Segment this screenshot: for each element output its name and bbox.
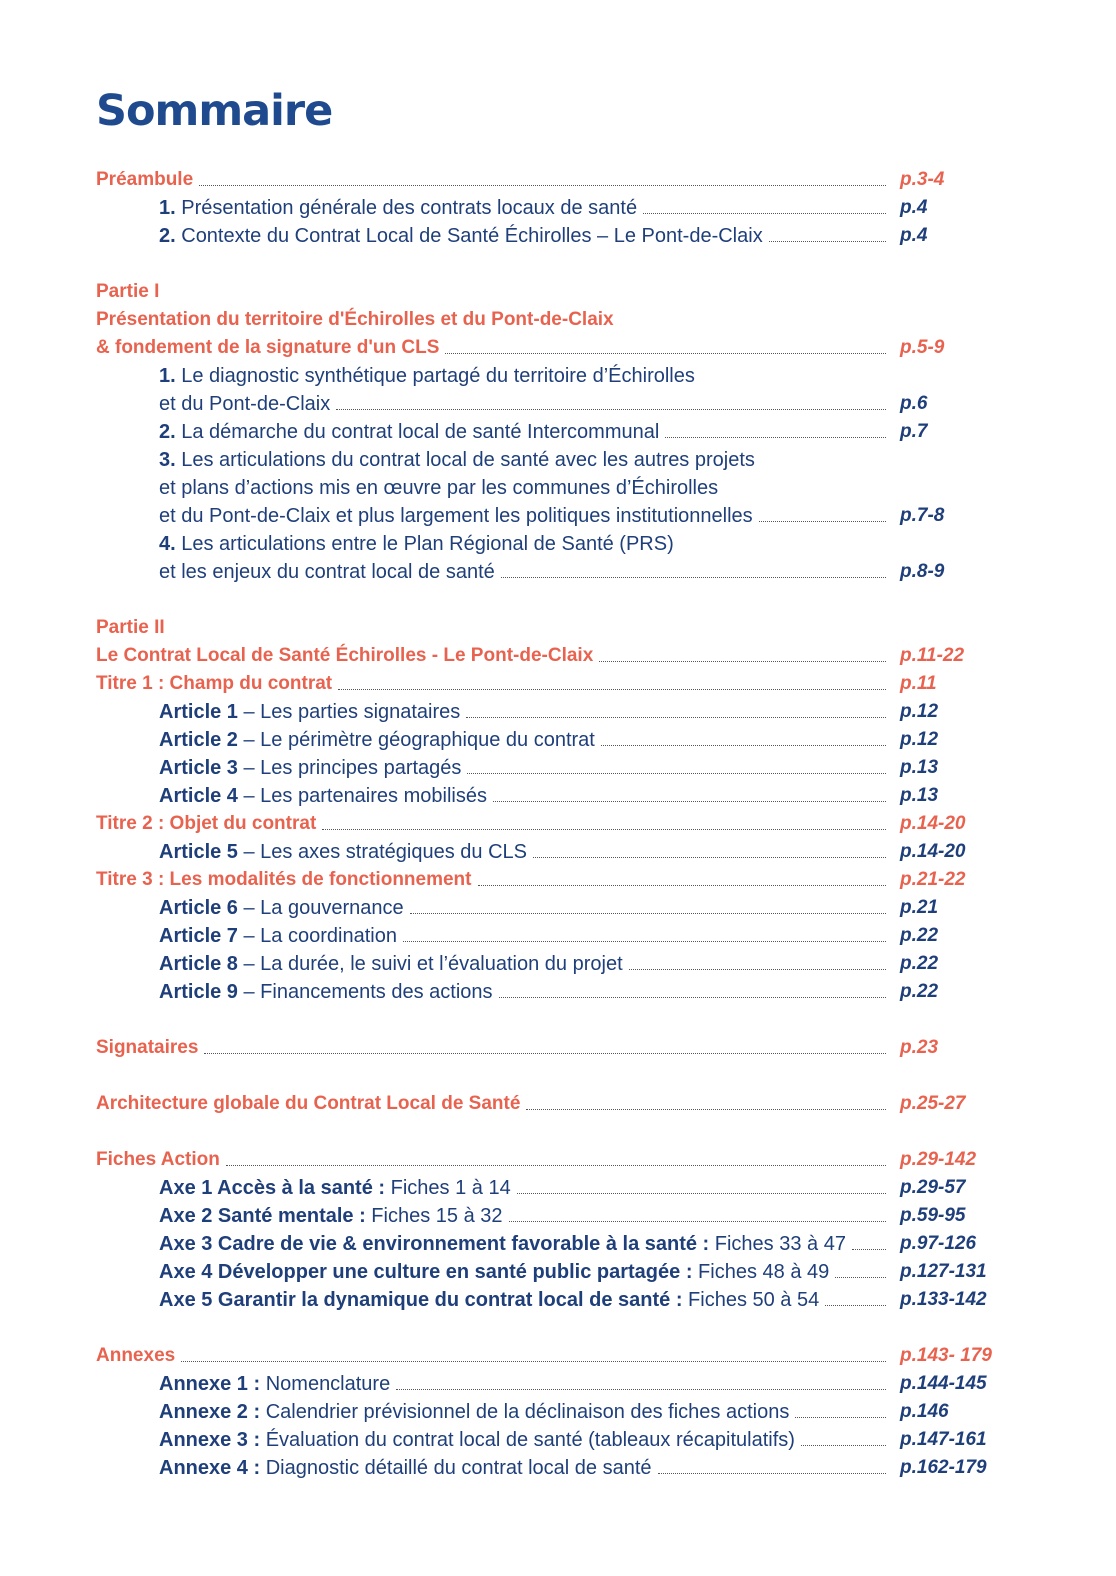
table-of-contents <box>96 166 1016 1482</box>
toc-page-number: p.146 <box>900 1401 949 1422</box>
toc-entry[interactable] <box>96 978 1016 1006</box>
toc-entry-label: Le diagnostic synthétique partagé du territoire d’Échirolles <box>175 365 695 387</box>
toc-entry-label: Titre 2 : Objet du contrat <box>96 813 317 834</box>
toc-page-number: p.6 <box>900 393 928 414</box>
toc-entry[interactable] <box>96 950 1016 978</box>
toc-entry[interactable] <box>96 1230 1016 1258</box>
toc-page-number: p.11-22 <box>900 645 965 666</box>
dot-leader <box>501 577 886 578</box>
toc-page-number: p.127-131 <box>900 1261 987 1282</box>
toc-page-number: p.147-161 <box>900 1429 987 1450</box>
toc-entry[interactable] <box>96 670 1016 698</box>
toc-entry-number: Axe 5 Garantir la dynamique du contrat local de santé : <box>159 1289 683 1311</box>
toc-entry-label: – Les partenaires mobilisés <box>237 785 487 807</box>
toc-entry-preambule[interactable] <box>96 166 1016 194</box>
toc-entry-number: 3. <box>159 449 176 471</box>
toc-entry[interactable] <box>96 418 1016 446</box>
dot-leader <box>403 941 886 942</box>
toc-entry-fiches-action[interactable] <box>96 1146 1016 1174</box>
toc-page-number: p.23 <box>900 1037 939 1058</box>
toc-page-number: p.5-9 <box>900 337 945 358</box>
toc-page-number: p.7-8 <box>900 505 945 526</box>
toc-entry-label: – Le périmètre géographique du contrat <box>237 729 595 751</box>
dot-leader <box>599 661 886 662</box>
toc-entry[interactable] <box>96 1426 1016 1454</box>
toc-entry-number: Axe 1 Accès à la santé : <box>159 1177 386 1199</box>
dot-leader <box>336 409 886 410</box>
toc-entry-label: Présentation du territoire d'Échirolles et du Pont-de-Claix <box>96 309 614 330</box>
dot-leader <box>499 997 886 998</box>
toc-entry-label: – La durée, le suivi et l’évaluation du projet <box>237 953 623 975</box>
dot-leader <box>517 1193 886 1194</box>
toc-entry[interactable] <box>96 1174 1016 1202</box>
toc-entry-number: Article 5 <box>159 841 238 863</box>
toc-entry-label: Fiches 48 à 49 <box>692 1261 830 1283</box>
toc-entry-number: Article 7 <box>159 925 238 947</box>
toc-entry-number: Article 8 <box>159 953 238 975</box>
toc-entry-number: Axe 2 Santé mentale : <box>159 1205 366 1227</box>
dot-leader <box>445 353 886 354</box>
toc-entry[interactable] <box>96 502 1016 530</box>
toc-entry[interactable] <box>96 558 1016 586</box>
toc-section-heading <box>96 306 1016 334</box>
dot-leader <box>795 1417 886 1418</box>
toc-entry-label: & fondement de la signature d'un CLS <box>96 337 440 358</box>
toc-page-number: p.21-22 <box>900 869 966 890</box>
dot-leader <box>410 913 886 914</box>
toc-entry-label: Titre 3 : Les modalités de fonctionnement <box>96 869 472 890</box>
toc-entry-label: Présentation générale des contrats locaux de santé <box>175 197 638 219</box>
toc-entry-label: Signataires <box>96 1037 199 1058</box>
toc-entry-label: Contexte du Contrat Local de Santé Échirolles – Le Pont-de-Claix <box>175 225 763 247</box>
dot-leader <box>226 1165 886 1166</box>
toc-page-number: p.22 <box>900 925 939 946</box>
toc-page-number: p.21 <box>900 897 939 918</box>
dot-leader <box>533 857 886 858</box>
dot-leader <box>835 1277 886 1278</box>
toc-entry-label: Les articulations entre le Plan Régional de Santé (PRS) <box>175 533 674 555</box>
dot-leader <box>801 1445 886 1446</box>
dot-leader <box>526 1109 886 1110</box>
toc-entry[interactable] <box>96 390 1016 418</box>
toc-entry-label: Calendrier prévisionnel de la déclinaison des fiches actions <box>260 1401 790 1423</box>
toc-entry[interactable] <box>96 782 1016 810</box>
dot-leader <box>478 885 887 886</box>
toc-entry-number: Article 3 <box>159 757 238 779</box>
toc-entry[interactable] <box>96 642 1016 670</box>
toc-page-number: p.29-142 <box>900 1149 977 1170</box>
toc-entry-signataires[interactable] <box>96 1034 1016 1062</box>
toc-entry <box>96 446 1016 474</box>
toc-entry-number: Axe 3 Cadre de vie & environnement favorable à la santé : <box>159 1233 710 1255</box>
toc-entry[interactable] <box>96 754 1016 782</box>
toc-entry-number: Article 4 <box>159 785 238 807</box>
toc-entry[interactable] <box>96 1202 1016 1230</box>
toc-page-number: p.4 <box>900 225 928 246</box>
toc-page-number: p.3-4 <box>900 169 945 190</box>
toc-page-number: p.143- 179 <box>900 1345 992 1366</box>
toc-entry-architecture[interactable] <box>96 1090 1016 1118</box>
toc-page-number: p.13 <box>900 757 939 778</box>
toc-entry[interactable] <box>96 1398 1016 1426</box>
toc-entry-label: – La gouvernance <box>237 897 404 919</box>
toc-entry-label: – La coordination <box>237 925 397 947</box>
toc-entry-label: La démarche du contrat local de santé Intercommunal <box>175 421 660 443</box>
toc-page-number: p.22 <box>900 981 939 1002</box>
toc-entry-number: 2. <box>159 225 176 247</box>
toc-section-heading <box>96 278 1016 306</box>
dot-leader <box>181 1361 886 1362</box>
toc-entry[interactable] <box>96 1370 1016 1398</box>
toc-entry-label: – Les principes partagés <box>237 757 462 779</box>
toc-page-number: p.14-20 <box>900 841 966 862</box>
dot-leader <box>338 689 886 690</box>
dot-leader <box>509 1221 887 1222</box>
toc-entry[interactable] <box>96 1454 1016 1482</box>
toc-entry[interactable] <box>96 894 1016 922</box>
toc-entry-number: Axe 4 Développer une culture en santé public partagée : <box>159 1261 693 1283</box>
toc-entry[interactable] <box>96 838 1016 866</box>
dot-leader <box>199 185 886 186</box>
toc-entry[interactable] <box>96 194 1016 222</box>
toc-entry[interactable] <box>96 866 1016 894</box>
dot-leader <box>204 1053 886 1054</box>
toc-page-number: p.11 <box>900 673 937 694</box>
toc-page-number: p.133-142 <box>900 1289 987 1310</box>
toc-page-number: p.13 <box>900 785 939 806</box>
toc-entry-label: Partie I <box>96 281 160 302</box>
dot-leader <box>493 801 886 802</box>
toc-page-number: p.59-95 <box>900 1205 966 1226</box>
toc-entry-label: et du Pont-de-Claix et plus largement les politiques institutionnelles <box>159 505 753 527</box>
toc-entry-label: et plans d’actions mis en œuvre par les communes d’Échirolles <box>159 477 719 499</box>
toc-entry-label: Nomenclature <box>260 1373 391 1395</box>
toc-entry-label: Fiches 1 à 14 <box>385 1177 511 1199</box>
dot-leader <box>665 437 886 438</box>
toc-entry-number: Article 1 <box>159 701 238 723</box>
toc-page-number: p.12 <box>900 729 939 750</box>
toc-entry[interactable] <box>96 334 1016 362</box>
dot-leader <box>759 521 886 522</box>
toc-entry-label: Diagnostic détaillé du contrat local de santé <box>260 1457 652 1479</box>
toc-entry-number: Annexe 3 : <box>159 1429 261 1451</box>
toc-page-number: p.162-179 <box>900 1457 987 1478</box>
dot-leader <box>643 213 886 214</box>
page-title: Sommaire <box>96 86 333 136</box>
toc-entry-number: Article 2 <box>159 729 238 751</box>
dot-leader <box>466 717 886 718</box>
toc-entry[interactable] <box>96 222 1016 250</box>
dot-leader <box>825 1305 886 1306</box>
toc-entry-annexes[interactable] <box>96 1342 1016 1370</box>
toc-entry <box>96 530 1016 558</box>
toc-entry-label: Architecture globale du Contrat Local de Santé <box>96 1093 521 1114</box>
toc-entry-label: Évaluation du contrat local de santé (tableaux récapitulatifs) <box>260 1429 795 1451</box>
toc-entry-number: Article 6 <box>159 897 238 919</box>
toc-entry-label: Fiches 33 à 47 <box>709 1233 846 1255</box>
toc-entry <box>96 474 1016 502</box>
dot-leader <box>396 1389 886 1390</box>
toc-entry-label: Les articulations du contrat local de santé avec les autres projets <box>175 449 755 471</box>
toc-page-number: p.4 <box>900 197 928 218</box>
dot-leader <box>769 241 886 242</box>
toc-page-number: p.29-57 <box>900 1177 966 1198</box>
dot-leader <box>852 1249 886 1250</box>
toc-entry-label: – Financements des actions <box>237 981 493 1003</box>
dot-leader <box>601 745 886 746</box>
toc-entry-label: Titre 1 : Champ du contrat <box>96 673 333 694</box>
dot-leader <box>629 969 886 970</box>
toc-page-number: p.144-145 <box>900 1373 987 1394</box>
toc-entry-label: et les enjeux du contrat local de santé <box>159 561 495 583</box>
toc-entry-number: Article 9 <box>159 981 238 1003</box>
dot-leader <box>658 1473 886 1474</box>
toc-entry-number: 1. <box>159 365 176 387</box>
toc-entry-label: Le Contrat Local de Santé Échirolles - Le Pont-de-Claix <box>96 645 594 666</box>
toc-entry-label: Fiches 50 à 54 <box>682 1289 820 1311</box>
toc-entry-number: Annexe 4 : <box>159 1457 261 1479</box>
toc-entry-label: Fiches 15 à 32 <box>365 1205 503 1227</box>
toc-entry[interactable] <box>96 922 1016 950</box>
toc-entry[interactable] <box>96 1258 1016 1286</box>
toc-entry-label: Partie II <box>96 617 165 638</box>
toc-entry-number: 2. <box>159 421 176 443</box>
toc-entry-label: Fiches Action <box>96 1149 220 1170</box>
dot-leader <box>322 829 886 830</box>
toc-page-number: p.97-126 <box>900 1233 977 1254</box>
dot-leader <box>467 773 886 774</box>
toc-entry-label: Préambule <box>96 169 194 190</box>
toc-entry-label: Annexes <box>96 1345 176 1366</box>
toc-page-number: p.7 <box>900 421 928 442</box>
toc-entry-label: – Les parties signataires <box>237 701 461 723</box>
toc-page-number: p.22 <box>900 953 939 974</box>
toc-entry-number: 4. <box>159 533 176 555</box>
toc-entry-number: 1. <box>159 197 176 219</box>
toc-entry-number: Annexe 2 : <box>159 1401 261 1423</box>
toc-entry[interactable] <box>96 1286 1016 1314</box>
toc-entry-label: – Les axes stratégiques du CLS <box>237 841 527 863</box>
toc-page-number: p.8-9 <box>900 561 945 582</box>
toc-page-number: p.12 <box>900 701 939 722</box>
toc-entry-number: Annexe 1 : <box>159 1373 261 1395</box>
toc-page-number: p.25-27 <box>900 1093 966 1114</box>
toc-section-heading <box>96 614 1016 642</box>
toc-entry[interactable] <box>96 698 1016 726</box>
toc-entry-label: et du Pont-de-Claix <box>159 393 331 415</box>
toc-entry[interactable] <box>96 726 1016 754</box>
toc-entry[interactable] <box>96 810 1016 838</box>
toc-page-number: p.14-20 <box>900 813 966 834</box>
toc-entry <box>96 362 1016 390</box>
